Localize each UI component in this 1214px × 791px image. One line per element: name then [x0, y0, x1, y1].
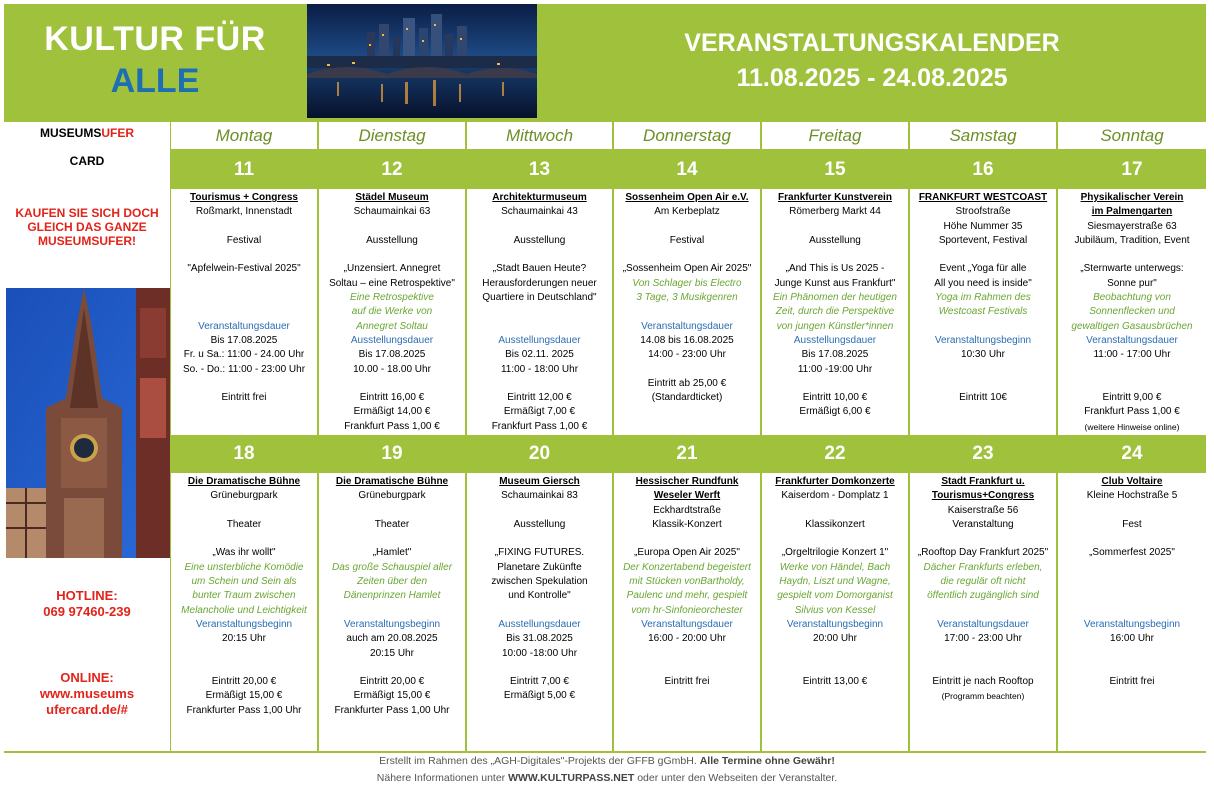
venue-name[interactable]: Städel Museum [355, 192, 429, 203]
event-line [762, 248, 908, 262]
event-line: 11:00 - 17:00 Uhr [1093, 349, 1171, 361]
event-line: 20:00 Uhr [813, 633, 857, 645]
event-description: die regulär oft nicht [940, 576, 1026, 588]
event-line: „Sommerfest 2025" [1089, 547, 1175, 559]
weekday-2: Dienstag [319, 122, 465, 149]
online-block [4, 670, 170, 718]
event-line: Stroofstraße [955, 206, 1011, 218]
event-line [910, 320, 1056, 334]
event-cell [762, 189, 908, 435]
event-description: Dänenprinzen Hamlet [343, 590, 441, 602]
info-label: Ausstellungsdauer [498, 618, 581, 630]
event-line: 10:30 Uhr [961, 349, 1005, 361]
weekday-7: Sonntag [1058, 122, 1206, 149]
weekday-3: Mittwoch [467, 122, 612, 149]
info-label: Veranstaltungsbeginn [934, 334, 1032, 346]
event-line [1058, 377, 1206, 391]
venue-name[interactable]: Physikalischer Verein [1080, 192, 1184, 203]
online-url-line1[interactable]: www.museums [39, 686, 135, 701]
day-number: 22 [824, 443, 846, 464]
venue-name[interactable]: Tourismus + Congress [190, 192, 298, 203]
sidebar [4, 122, 170, 751]
event-line: 14.08 bis 16.08.2025 [640, 334, 734, 346]
event-line: Theater [226, 518, 262, 530]
event-description: Das große Schauspiel aller [331, 561, 453, 573]
event-line: „FIXING FUTURES. [494, 547, 585, 559]
event-line [910, 363, 1056, 377]
event-line [1058, 661, 1206, 675]
buy-promo-text: KAUFEN SIE SICH DOCH GLEICH DAS GANZE MUSEUMSUFER! [15, 206, 159, 248]
event-line: Frankfurter Pass 1,00 Uhr [334, 704, 450, 716]
info-label: Ausstellungsdauer [350, 334, 434, 346]
online-url-line2[interactable]: ufercard.de/# [46, 702, 128, 717]
info-label: Veranstaltungsdauer [937, 618, 1029, 630]
event-line: Eintritt 12,00 € [507, 392, 572, 404]
event-line: Jubiläum, Tradition, Event [1074, 234, 1190, 246]
venue-name[interactable]: Frankfurter Kunstverein [778, 192, 892, 203]
event-line: 10.00 - 18.00 Uhr [353, 363, 431, 375]
event-line [171, 504, 317, 518]
event-line: Ausstellung [366, 234, 418, 246]
event-line [467, 220, 612, 234]
event-line: Eintritt 10€ [959, 392, 1007, 404]
event-line [171, 291, 317, 305]
event-line: „And This is Us 2025 - [785, 263, 885, 275]
event-line [467, 504, 612, 518]
venue-name[interactable]: im Palmengarten [1091, 206, 1173, 218]
event-description: Werke von Händel, Bach [779, 561, 891, 573]
event-line: Eintritt frei [664, 676, 710, 688]
event-line: Siesmayerstraße 63 [1087, 220, 1177, 232]
event-cell [171, 473, 317, 751]
museumsufer-logo-text [4, 126, 170, 140]
event-line: Sportevent, Festival [938, 234, 1028, 246]
event-line: 10:00 -18:00 Uhr [501, 647, 578, 659]
event-line: Ermäßigt 15,00 € [353, 690, 431, 702]
event-line: So. - Do.: 11:00 - 23:00 Uhr [182, 363, 306, 375]
event-line [910, 377, 1056, 391]
event-line: „Rooftop Day Frankfurt 2025" [917, 547, 1049, 559]
event-line: Klassikonzert [805, 518, 865, 530]
event-line: Eintritt ab 25,00 € [647, 377, 727, 389]
event-line: Fr. u Sa.: 11:00 - 24.00 Uhr [183, 349, 305, 361]
event-line: Eintritt frei [1109, 676, 1155, 688]
event-line: Quartiere in Deutschland" [482, 292, 597, 304]
event-line [467, 377, 612, 391]
event-line [467, 661, 612, 675]
event-line: All you need is inside" [934, 277, 1032, 289]
footer-info-text: Nähere Informationen unter [376, 772, 509, 784]
footer-disclaimer: Alle Termine ohne Gewähr! [699, 755, 835, 767]
info-label: Veranstaltungsbeginn [1083, 618, 1181, 630]
event-description: Zeiten über den [356, 576, 428, 588]
day-number: 15 [824, 159, 846, 180]
event-line: Ermäßigt 6,00 € [799, 406, 871, 418]
card-text: CARD [69, 154, 105, 168]
event-line: 16:00 - 20:00 Uhr [648, 633, 726, 645]
event-cell [467, 473, 612, 751]
event-line: Festival [669, 234, 705, 246]
event-line: Event „Yoga für alle [939, 263, 1027, 275]
event-cell [1058, 189, 1206, 435]
event-description: bunter Traum zwischen [192, 590, 296, 602]
event-cell [762, 473, 908, 751]
event-line: (Standardticket) [651, 392, 723, 404]
weekday-6: Samstag [910, 122, 1056, 149]
day-number: 11 [233, 159, 255, 180]
event-line [614, 248, 760, 262]
day-number: 17 [1121, 159, 1143, 180]
event-line: Ausstellung [513, 518, 566, 530]
header-calendar-block [538, 4, 1206, 118]
event-line: Ausstellung [513, 234, 566, 246]
info-label: Veranstaltungsdauer [1086, 334, 1178, 346]
event-line: „Hamlet" [372, 547, 412, 559]
event-line: Bis 17.08.2025 [358, 349, 426, 361]
event-line: Am Kerbeplatz [654, 206, 720, 218]
day-number: 16 [972, 159, 994, 180]
event-line: Roßmarkt, Innenstadt [195, 206, 293, 218]
event-line [171, 647, 317, 661]
event-description: Eine Retrospektive [350, 292, 434, 304]
event-description: Paulenc und mehr, gespielt [626, 590, 748, 602]
event-line: „Sternwarte unterwegs: [1080, 263, 1184, 275]
calendar-title: VERANSTALTUNGSKALENDER [684, 29, 1060, 57]
event-line [910, 604, 1056, 618]
event-description: Annegret Soltau [356, 320, 428, 332]
day-number: 23 [972, 443, 994, 464]
info-label: Ausstellungsdauer [498, 334, 581, 346]
event-line [614, 661, 760, 675]
event-description: Beobachtung von [1093, 292, 1171, 304]
venue-name[interactable]: Hessischer Rundfunk [635, 476, 739, 487]
venue-name[interactable]: Die Dramatische Bühne [335, 476, 449, 487]
event-line: Festival [226, 234, 262, 246]
event-line [1058, 504, 1206, 518]
event-line [319, 604, 465, 618]
hotline-label: HOTLINE: [56, 588, 118, 603]
event-line: 11:00 - 18:00 Uhr [500, 363, 579, 375]
venue-name[interactable]: FRANKFURT WESTCOAST [918, 192, 1048, 203]
event-description: mit Stücken vonBartholdy, [629, 576, 745, 588]
event-line: „Sossenheim Open Air 2025" [622, 263, 752, 275]
event-line [1058, 363, 1206, 377]
event-description: gewaltigen Gasausbrüchen [1071, 320, 1193, 332]
event-line [1058, 248, 1206, 262]
event-line: (Programm beachten) [941, 691, 1025, 702]
event-line: Römerberg Markt 44 [789, 206, 881, 218]
event-line: "Apfelwein-Festival 2025" [187, 263, 301, 275]
event-line: Ermäßigt 7,00 € [503, 406, 576, 418]
event-description: Haydn, Liszt und Wagne, [779, 576, 891, 588]
event-line: Veranstaltung [952, 518, 1014, 530]
event-line: Kaiserstraße 56 [947, 504, 1019, 516]
info-label: Veranstaltungsbeginn [786, 618, 884, 630]
footer-line1 [0, 753, 1214, 770]
event-line: „Was ihr wollt" [212, 547, 276, 559]
frankfurt-skyline-photo [307, 4, 537, 118]
event-line [467, 320, 612, 334]
event-line [1058, 589, 1206, 603]
event-line [171, 532, 317, 546]
event-description: Zeit, durch die Perspektive [775, 306, 895, 318]
cathedral-photo [6, 288, 170, 558]
event-line [762, 647, 908, 661]
event-description: Sonnenflecken und [1089, 306, 1175, 318]
event-line: Eintritt 7,00 € [510, 676, 569, 688]
event-line: „Stadt Bauen Heute? [492, 263, 587, 275]
event-line [171, 248, 317, 262]
event-description: Westcoast Festivals [938, 306, 1028, 318]
header-title-block [4, 4, 306, 118]
weekday-4: Donnerstag [614, 122, 760, 149]
event-line [467, 604, 612, 618]
event-line [171, 305, 317, 319]
header-title-line1: KULTUR FÜR [44, 20, 266, 58]
day-number: 19 [381, 443, 403, 464]
event-line [1058, 532, 1206, 546]
info-label: Veranstaltungsdauer [641, 618, 733, 630]
event-line: Herausforderungen neuer [482, 277, 597, 289]
event-line [319, 220, 465, 234]
event-line: zwischen Spekulation [491, 576, 588, 588]
event-line [319, 532, 465, 546]
event-line [467, 532, 612, 546]
event-line: 14:00 - 23:00 Uhr [648, 349, 726, 361]
museums-text: MUSEUMS [39, 126, 102, 140]
event-cell [614, 473, 760, 751]
footer-line2 [0, 770, 1214, 787]
event-description: Von Schlager bis Electro [632, 277, 742, 289]
event-description: Ein Phänomen der heutigen [773, 292, 897, 304]
event-line [171, 220, 317, 234]
event-line [614, 363, 760, 377]
event-line [171, 661, 317, 675]
venue-name[interactable]: Die Dramatische Bühne [187, 476, 301, 487]
event-line: und Kontrolle" [508, 590, 571, 602]
event-description: Eine unsterbliche Komödie [184, 561, 304, 573]
event-line [614, 220, 760, 234]
event-line: Eintritt 16,00 € [359, 392, 425, 404]
event-line: Junge Kunst aus Frankfurt" [774, 277, 896, 289]
footer-info-tail: oder unter den Webseiten der Veranstalter. [634, 772, 838, 784]
event-line [614, 647, 760, 661]
venue-name[interactable]: Architekturmuseum [492, 192, 587, 203]
day-number: 18 [233, 443, 255, 464]
event-line: 20:15 Uhr [222, 633, 266, 645]
date-range: 11.08.2025 - 24.08.2025 [736, 64, 1008, 92]
event-line: Klassik-Konzert [652, 518, 722, 530]
event-line [1058, 647, 1206, 661]
event-description: Melancholie und Leichtigkeit [181, 604, 307, 616]
info-label: Veranstaltungsdauer [198, 320, 290, 332]
event-description: Dächer Frankfurts erleben, [923, 561, 1043, 573]
event-line: Schaumainkai 83 [501, 490, 578, 502]
event-line: Eckhardtstraße [653, 504, 721, 516]
event-cell [1058, 473, 1206, 751]
event-line: Eintritt 20,00 € [359, 676, 425, 688]
event-line: auch am 20.08.2025 [346, 633, 438, 645]
header-title-line2: ALLE [110, 62, 200, 100]
event-description: um Schein und Sein als [191, 576, 297, 588]
event-line [910, 647, 1056, 661]
day-number: 24 [1121, 443, 1143, 464]
event-cell [614, 189, 760, 435]
event-line: Eintritt 10,00 € [802, 392, 868, 404]
event-line [319, 504, 465, 518]
event-line [762, 220, 908, 234]
event-cell [910, 473, 1056, 751]
event-line: „Unzensiert. Annegret [343, 263, 441, 275]
venue-name[interactable]: Tourismus+Congress [931, 490, 1035, 502]
venue-name[interactable]: Weseler Werft [653, 490, 721, 502]
event-line [910, 532, 1056, 546]
event-line [762, 504, 908, 518]
event-line: Eintritt 20,00 € [211, 676, 277, 688]
event-line: Ermäßigt 5,00 € [503, 690, 576, 702]
weekday-1: Montag [171, 122, 317, 149]
event-line: Eintritt 9,00 € [1102, 392, 1162, 404]
footer [0, 753, 1214, 787]
info-label: Veranstaltungsbeginn [343, 618, 441, 630]
event-line: Soltau – eine Retrospektive" [329, 277, 455, 289]
event-cell [910, 189, 1056, 435]
venue-name[interactable]: Sossenheim Open Air e.V. [625, 192, 749, 203]
info-label: Veranstaltungsbeginn [195, 618, 293, 630]
day-number: 21 [676, 443, 698, 464]
event-line: Frankfurter Pass 1,00 Uhr [186, 704, 302, 716]
event-line [1058, 561, 1206, 575]
event-line [614, 305, 760, 319]
event-line: Schaumainkai 43 [501, 206, 578, 218]
event-description: gespielt vom Domorganist [777, 590, 893, 602]
event-line [1058, 575, 1206, 589]
event-line [762, 661, 908, 675]
footer-website-link[interactable]: WWW.KULTURPASS.NET [508, 772, 635, 784]
event-line: Ermäßigt 14,00 € [353, 406, 431, 418]
event-line [171, 377, 317, 391]
event-line [467, 248, 612, 262]
event-line [762, 377, 908, 391]
event-line: 16:00 Uhr [1110, 633, 1154, 645]
event-line [319, 661, 465, 675]
event-line: Kaiserdom - Domplatz 1 [781, 490, 889, 502]
event-description: von jungen Künstler*innen [776, 320, 894, 332]
event-line: „Europa Open Air 2025" [634, 547, 740, 559]
ufer-text: UFER [101, 126, 134, 140]
event-line: Ausstellung [809, 234, 861, 246]
venue-name[interactable]: Club Voltaire [1101, 476, 1163, 487]
event-line: Eintritt frei [221, 392, 267, 404]
event-line: Kleine Hochstraße 5 [1086, 490, 1178, 502]
event-line: Grüneburgpark [358, 490, 426, 502]
day-number: 13 [528, 159, 551, 180]
event-line: Bis 02.11. 2025 [505, 349, 574, 361]
event-line: Höhe Nummer 35 [943, 220, 1023, 232]
hotline-number[interactable]: 069 97460-239 [43, 604, 131, 619]
event-line: (weitere Hinweise online) [1084, 421, 1180, 432]
info-label: Veranstaltungsdauer [641, 320, 733, 332]
event-description: Silvius von Kessel [794, 604, 876, 616]
online-label: ONLINE: [60, 670, 114, 685]
event-description: Yoga im Rahmen des [935, 292, 1031, 304]
day-number: 12 [381, 159, 403, 180]
weekday-5: Freitag [762, 122, 908, 149]
event-line [614, 532, 760, 546]
event-description: 3 Tage, 3 Musikgenren [636, 292, 738, 304]
event-line: Bis 31.08.2025 [506, 633, 573, 645]
event-line: Grüneburgpark [210, 490, 278, 502]
event-line [1058, 604, 1206, 618]
event-line [319, 248, 465, 262]
event-cell [171, 189, 317, 435]
event-line [467, 305, 612, 319]
event-line: Frankfurt Pass 1,00 € [1084, 406, 1180, 418]
event-line: Theater [374, 518, 410, 530]
event-line [762, 532, 908, 546]
venue-name[interactable]: Museum Giersch [499, 476, 580, 487]
event-description: öffentlich zugänglich sind [927, 590, 1039, 602]
day-number: 14 [676, 159, 698, 180]
event-line [910, 661, 1056, 675]
event-cell [319, 189, 465, 435]
event-line: Planetare Zukünfte [497, 561, 582, 573]
day-number: 20 [528, 443, 551, 464]
event-cell [319, 473, 465, 751]
event-cell [467, 189, 612, 435]
hotline-block [4, 588, 170, 620]
venue-name[interactable]: Stadt Frankfurt u. [941, 476, 1025, 487]
event-description: auf die Werke von [351, 306, 433, 318]
event-line: 11:00 -19:00 Uhr [797, 363, 873, 375]
venue-name[interactable]: Frankfurter Domkonzerte [775, 476, 895, 487]
event-line: Ermäßigt 15,00 € [205, 690, 283, 702]
event-line: Frankfurt Pass 1,00 € [344, 420, 440, 432]
event-line: Frankfurt Pass 1,00 € [491, 420, 588, 432]
footer-credit: Erstellt im Rahmen des „AGH-Digitales"-Projekts der GFFB gGmbH. [379, 755, 700, 767]
event-line [910, 248, 1056, 262]
event-line: Bis 17.08.2025 [801, 349, 869, 361]
event-line: Fest [1122, 518, 1142, 530]
event-line: Bis 17.08.2025 [210, 334, 278, 346]
event-line: Eintritt 13,00 € [802, 676, 868, 688]
event-line: Sonne pur" [1107, 277, 1157, 289]
info-label: Ausstellungsdauer [793, 334, 877, 346]
event-line: Eintritt je nach Rooftop [932, 676, 1034, 688]
event-line: Schaumainkai 63 [353, 206, 431, 218]
event-description: vom hr-Sinfonieorchester [631, 604, 743, 616]
event-line: 17:00 - 23:00 Uhr [944, 633, 1022, 645]
event-line: „Orgeltrilogie Konzert 1" [781, 547, 889, 559]
event-line [319, 377, 465, 391]
event-description: Der Konzertabend begeistert [623, 561, 751, 573]
event-line [171, 277, 317, 291]
event-line: 20:15 Uhr [370, 647, 414, 659]
